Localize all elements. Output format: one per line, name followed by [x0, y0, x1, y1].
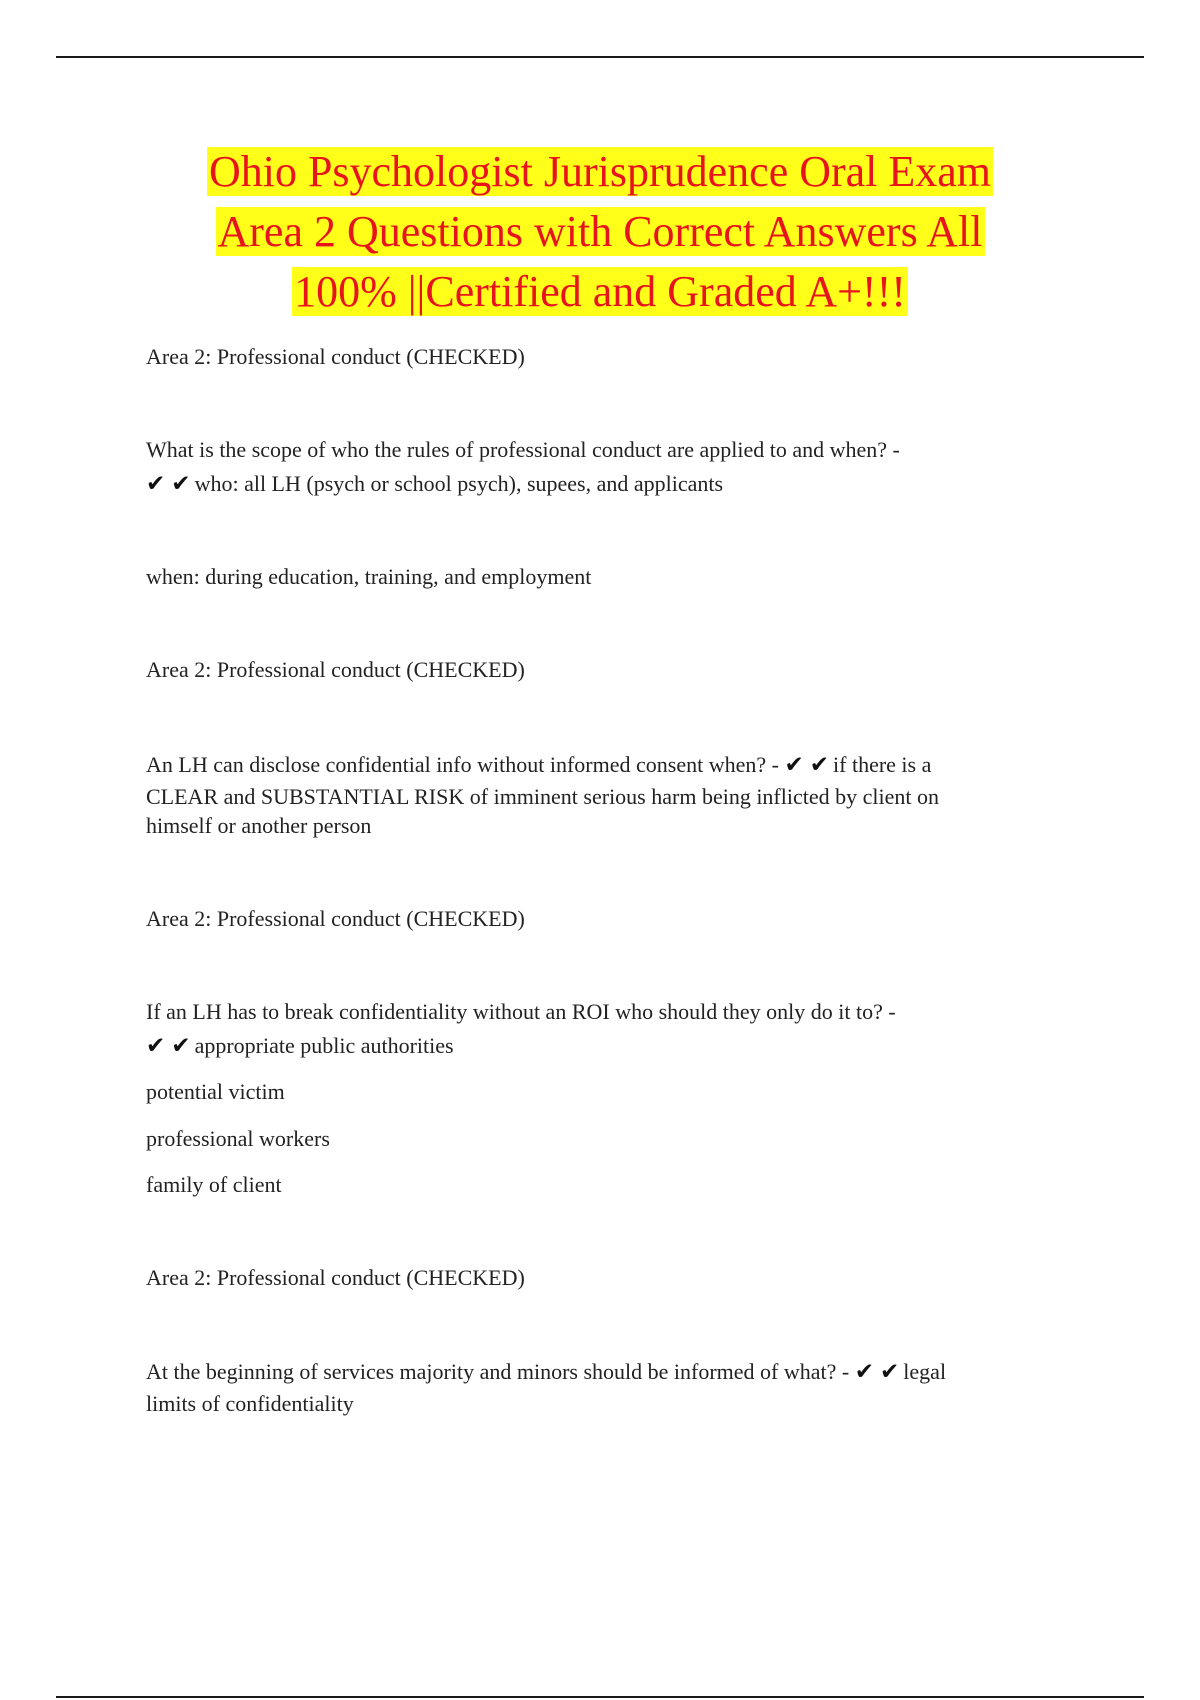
question-text: At the beginning of services majority and minors should be informed of what? - [146, 1359, 850, 1384]
answer-text: who: all LH (psych or school psych), supees, and applicants [194, 471, 724, 496]
section-heading: Area 2: Professional conduct (CHECKED) [146, 657, 525, 682]
question-answer-line [146, 1357, 946, 1387]
answer-continuation-text: limits of confidentiality [146, 1391, 354, 1416]
section-heading: Area 2: Professional conduct (CHECKED) [146, 906, 525, 931]
question-answer-line [146, 750, 931, 780]
answer-line [146, 469, 723, 499]
check-icon: ✔ [146, 471, 166, 497]
answer-text: if there is a [833, 752, 932, 777]
answer-extra-text: when: during education, training, and employment [146, 564, 592, 589]
answer-continuation-text: CLEAR and SUBSTANTIAL RISK of imminent serious harm being inflicted by client on [146, 784, 939, 809]
check-icon: ✔ [171, 471, 191, 497]
check-icon: ✔ [146, 1033, 166, 1059]
check-icon: ✔ [809, 752, 830, 778]
check-icon: ✔ [171, 1033, 191, 1059]
check-icon: ✔ [880, 1359, 900, 1385]
question-text: If an LH has to break confidentiality without an ROI who should they only do it to? - [146, 999, 896, 1024]
answer-text: appropriate public authorities [194, 1033, 454, 1058]
footer-rule [56, 1696, 1144, 1698]
answer-text: legal [903, 1359, 947, 1384]
title-line-1: Ohio Psychologist Jurisprudence Oral Exam [208, 147, 992, 196]
header-rule [56, 56, 1144, 58]
answer-extra-text: professional workers [146, 1126, 330, 1151]
question-text: An LH can disclose confidential info without informed consent when? - [146, 752, 779, 777]
section-heading: Area 2: Professional conduct (CHECKED) [146, 1265, 525, 1290]
answer-line [146, 1031, 454, 1061]
answer-extra-text: potential victim [146, 1079, 285, 1104]
title-line-2: Area 2 Questions with Correct Answers All [217, 207, 983, 256]
document-title [100, 142, 1100, 322]
answer-extra-text: family of client [146, 1172, 282, 1197]
check-icon: ✔ [854, 1359, 875, 1385]
question-text: What is the scope of who the rules of professional conduct are applied to and when? - [146, 437, 900, 462]
answer-continuation-text: himself or another person [146, 813, 372, 838]
title-line-3: 100% ||Certified and Graded A+!!! [294, 267, 906, 316]
check-icon: ✔ [784, 752, 804, 778]
section-heading: Area 2: Professional conduct (CHECKED) [146, 344, 525, 369]
